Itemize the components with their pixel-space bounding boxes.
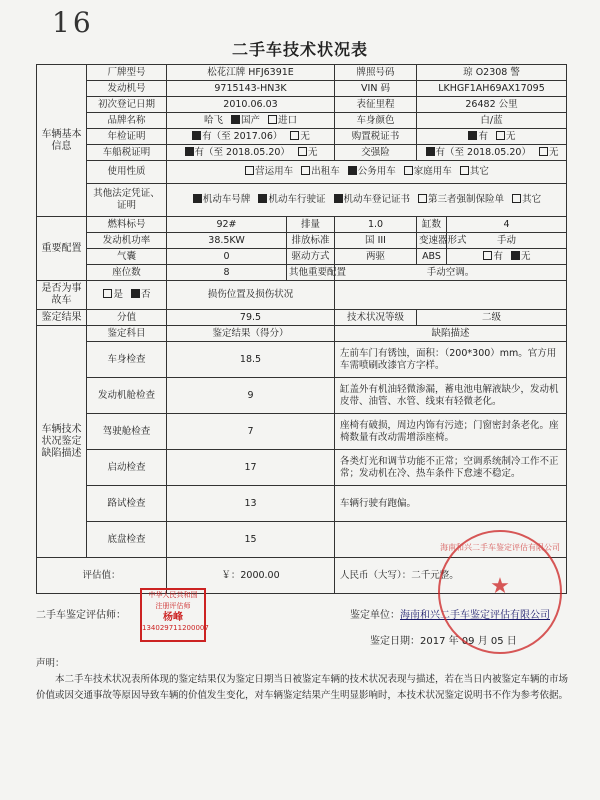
col-result: 鉴定结果（得分） [167, 326, 335, 342]
reg-date-value: 2010.06.03 [167, 97, 335, 113]
gearbox-value: 手动 [447, 233, 567, 249]
inspect-label: 年检证明 [87, 129, 167, 145]
inspect-no: 无 [300, 130, 310, 142]
vin-label: VIN 码 [335, 81, 417, 97]
stamp-line: 注册评估师 [155, 602, 191, 610]
origin-import: 进口 [278, 114, 298, 126]
reg-date-label: 初次登记日期 [87, 97, 167, 113]
valuation-label: 评估值： [37, 558, 167, 594]
cylinder-value: 4 [447, 217, 567, 233]
checked-box-icon [131, 289, 140, 298]
abs-value [447, 249, 567, 265]
star-icon: ★ [490, 574, 510, 599]
damage-value [335, 281, 567, 310]
notice-label: 声明： [36, 658, 65, 669]
power-value: 38.5KW [167, 233, 287, 249]
usage-label: 使用性质 [87, 161, 167, 184]
insurance-no: 无 [548, 146, 559, 158]
fuel-label: 燃料标号 [87, 217, 167, 233]
usage-value [167, 161, 567, 184]
unit-name: 海南和兴二手车鉴定评估有限公司 [400, 610, 550, 621]
defect-desc: 车辆行驶有跑偏。 [335, 486, 567, 522]
defect-score: 7 [167, 414, 335, 450]
drive-value: 两驱 [335, 249, 417, 265]
unchecked-box-icon [404, 166, 413, 175]
displacement-value: 1.0 [335, 217, 417, 233]
date-label: 鉴定日期： [370, 636, 420, 647]
score-value: 79.5 [167, 310, 335, 326]
defect-score: 9 [167, 378, 335, 414]
defect-subject: 发动机舱检查 [87, 378, 167, 414]
engine-value: 9715143-HN3K [167, 81, 335, 97]
displacement-label: 排量 [287, 217, 335, 233]
unit-label: 鉴定单位： [350, 610, 400, 621]
valuation-rmb: 人民币（大写）：二千元整。 [335, 558, 567, 594]
doc-license: 机动车行驶证 [268, 194, 326, 205]
checked-box-icon [231, 115, 240, 124]
accident-no: 否 [141, 289, 151, 300]
defect-subject: 启动检查 [87, 450, 167, 486]
vessel-tax-no: 无 [307, 146, 318, 158]
usage-opt-commercial: 营运用车 [255, 166, 294, 177]
airbag-label: 气囊 [87, 249, 167, 265]
origin-label: 品牌名称 [87, 113, 167, 129]
fuel-value: 92# [167, 217, 287, 233]
brand-value: 松花江牌 HFJ6391E [167, 65, 335, 81]
accident-value [87, 281, 167, 310]
airbag-value: 0 [167, 249, 287, 265]
defect-desc: 缸盖外有机油轻微渗漏，蓄电池电解液缺少，发动机皮带、油管、水管、线束有轻微老化。 [335, 378, 567, 414]
insurance-label: 交强险 [335, 145, 417, 161]
plate-value: 琼 O2308 警 [417, 65, 567, 81]
technical-status-table [36, 64, 567, 594]
accident-label: 是否为事故车 [37, 281, 87, 310]
handwritten-number: 16 [52, 6, 94, 39]
doc-insurance: 第三者强制保险单 [428, 194, 505, 205]
unchecked-box-icon [103, 289, 112, 298]
unchecked-box-icon [268, 115, 277, 124]
doc-other: 其它 [522, 194, 542, 205]
valuation-amount: ￥：2000.00 [167, 558, 335, 594]
checked-box-icon [334, 194, 343, 203]
abs-yes: 有 [493, 250, 503, 262]
defect-score: 17 [167, 450, 335, 486]
gearbox-label: 变速器形式 [417, 233, 447, 249]
defect-subject: 驾驶舱检查 [87, 414, 167, 450]
unchecked-box-icon [290, 131, 299, 140]
vessel-tax-label: 车船税证明 [87, 145, 167, 161]
checked-box-icon [258, 194, 267, 203]
defect-score: 15 [167, 522, 335, 558]
power-label: 发动机功率 [87, 233, 167, 249]
vessel-tax-value [167, 145, 335, 161]
usage-opt-taxi: 出租车 [311, 166, 340, 177]
stamp-line: 134029711200007 [142, 624, 209, 632]
vessel-tax-yes: 有（至 2018.05.20） [194, 146, 290, 158]
purchase-tax-value [417, 129, 567, 145]
appraiser-stamp [140, 588, 209, 642]
other-docs-value [167, 184, 567, 217]
result-label: 鉴定结果 [37, 310, 87, 326]
unchecked-box-icon [301, 166, 310, 175]
purchase-tax-no: 无 [506, 130, 516, 142]
inspect-value [167, 129, 335, 145]
unchecked-box-icon [460, 166, 469, 175]
seats-label: 座位数 [87, 265, 167, 281]
config-section: 重要配置 [37, 217, 87, 281]
damage-label: 损伤位置及损伤状况 [167, 281, 335, 310]
abs-no: 无 [521, 250, 531, 262]
checked-box-icon [192, 131, 201, 140]
checked-box-icon [468, 131, 477, 140]
score-label: 分值 [87, 310, 167, 326]
appraiser-label: 二手车鉴定评估师： [36, 610, 126, 621]
defect-subject: 底盘检查 [87, 522, 167, 558]
grade-label: 技术状况等级 [335, 310, 417, 326]
insurance-value [417, 145, 567, 161]
doc-registration: 机动车登记证书 [343, 194, 411, 205]
seats-value: 8 [167, 265, 287, 281]
origin-value [167, 113, 335, 129]
emission-label: 排放标准 [287, 233, 335, 249]
defect-desc: 左前车门有锈蚀，面积：（200*300）mm。官方用车需喷刷改漆官方字样。 [335, 342, 567, 378]
other-docs-label: 其他法定凭证、证明 [87, 184, 167, 217]
checked-box-icon [185, 147, 194, 156]
vin-value: LKHGF1AH69AX17095 [417, 81, 567, 97]
usage-opt-official: 公务用车 [357, 166, 396, 177]
usage-opt-family: 家庭用车 [413, 166, 452, 177]
purchase-tax-label: 购置税证书 [335, 129, 417, 145]
unchecked-box-icon [418, 194, 427, 203]
unchecked-box-icon [496, 131, 505, 140]
brand-label: 厂牌型号 [87, 65, 167, 81]
defect-subject: 车身检查 [87, 342, 167, 378]
engine-label: 发动机号 [87, 81, 167, 97]
unchecked-box-icon [539, 147, 548, 156]
seal-text: 海南和兴二手车鉴定评估有限公司 [440, 543, 560, 552]
other-config-label: 其他重要配置 [287, 265, 335, 281]
usage-opt-other: 其它 [469, 166, 489, 177]
emission-value: 国 III [335, 233, 417, 249]
defect-desc: 座椅有破损，周边内饰有污迹；门窗密封条老化。座椅数量有改动需增添座椅。 [335, 414, 567, 450]
checked-box-icon [348, 166, 357, 175]
abs-label: ABS [417, 249, 447, 265]
doc-plate: 机动车号牌 [202, 194, 251, 205]
defect-score: 18.5 [167, 342, 335, 378]
defects-section: 车辆技术状况鉴定缺陷描述 [37, 326, 87, 558]
defect-score: 13 [167, 486, 335, 522]
stamp-line: 杨峰 [163, 612, 183, 623]
defect-desc: 各类灯光和调节功能不正常；空调系统制冷工作不正常；发动机在冷、热车条件下怠速不稳定。 [335, 450, 567, 486]
color-value: 白/蓝 [417, 113, 567, 129]
grade-value: 二级 [417, 310, 567, 326]
origin-domestic: 国产 [241, 114, 261, 126]
mileage-value: 26482 公里 [417, 97, 567, 113]
mileage-label: 表征里程 [335, 97, 417, 113]
unchecked-box-icon [245, 166, 254, 175]
unchecked-box-icon [483, 251, 492, 260]
color-label: 车身颜色 [335, 113, 417, 129]
drive-label: 驱动方式 [287, 249, 335, 265]
origin-brand: 哈飞 [203, 114, 223, 126]
col-subject: 鉴定科目 [87, 326, 167, 342]
insurance-yes: 有（至 2018.05.20） [435, 146, 531, 158]
cylinder-label: 缸数 [417, 217, 447, 233]
other-config-value: 手动空调。 [335, 265, 567, 281]
unchecked-box-icon [512, 194, 521, 203]
plate-label: 牌照号码 [335, 65, 417, 81]
checked-box-icon [193, 194, 202, 203]
accident-yes: 是 [113, 289, 123, 300]
inspect-yes: 有（至 2017.06） [202, 130, 283, 142]
defect-subject: 路试检查 [87, 486, 167, 522]
company-seal [438, 530, 562, 654]
date-value: 2017 年 09 月 05 日 [420, 636, 517, 647]
purchase-tax-yes: 有 [478, 130, 488, 142]
col-desc: 缺陷描述 [335, 326, 567, 342]
page-title: 二手车技术状况表 [231, 40, 368, 59]
basic-info-section: 车辆基本信息 [37, 65, 87, 217]
notice-block [36, 656, 568, 704]
stamp-line: 中华人民共和国 [148, 591, 198, 599]
checked-box-icon [426, 147, 435, 156]
notice-text: 本二手车技术状况表所体现的鉴定结果仅为鉴定日期当日被鉴定车辆的技术状况表现与描述，若在当日内被鉴定车辆的市场价值或因交通事故等原因导致车辆的价值发生变化，对车辆鉴定结果产生明显影响时，本技术状况鉴定说明书不作为参考依据。 [36, 674, 569, 701]
unchecked-box-icon [298, 147, 307, 156]
checked-box-icon [511, 251, 520, 260]
